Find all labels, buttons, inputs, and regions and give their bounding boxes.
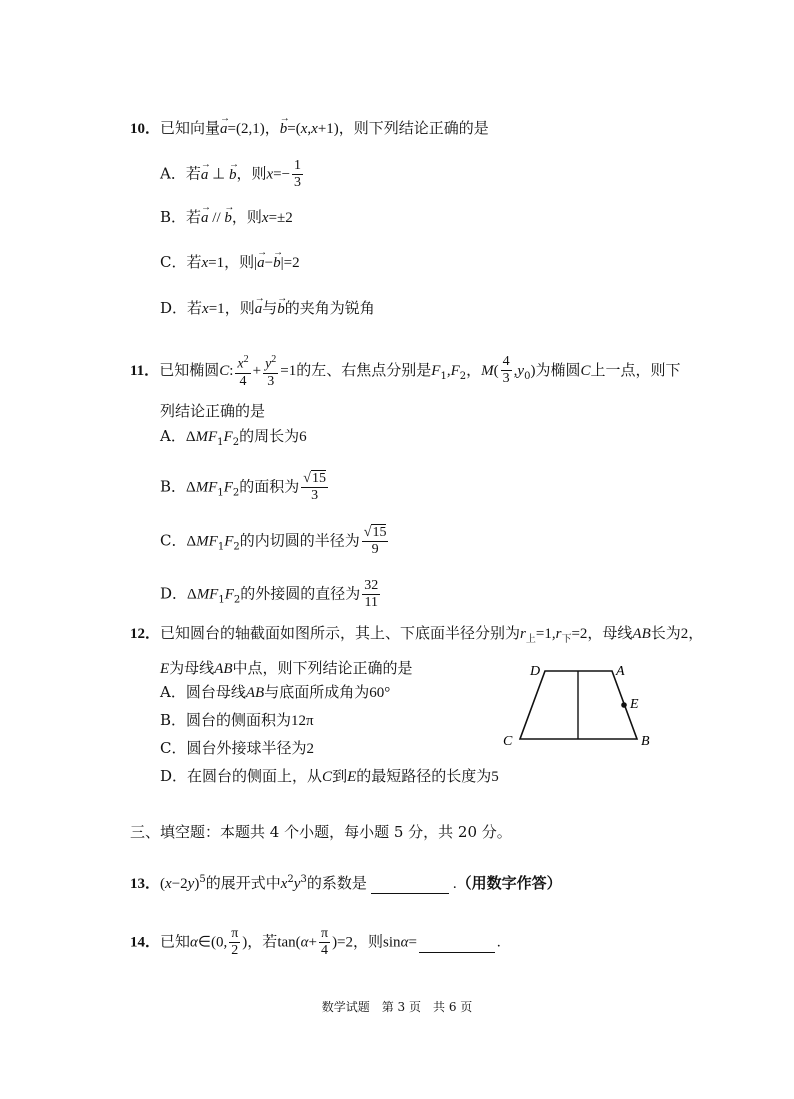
label-c: C [503,734,513,749]
q10-option-a: A．若→ a ⊥ → b，则x=− $\frac{1}{3}$ [160,158,305,191]
q12-option-b: B．圆台的侧面积为12π [160,711,314,729]
q10-stem: 10．已知向量→ a=(2,1)，→ b=(x,x+1)，则下列结论正确的是 [130,118,489,139]
q12-stem: 12．已知圆台的轴截面如图所示，其上、下底面半径分别为$r_上=1,r_下=2$，母线AB长为2， [130,624,704,645]
q13-answer-blank[interactable] [371,873,449,894]
q10-number: 10． [130,121,161,137]
q11-option-d: D．$\Delta MF_1F_2$的外接圆的直径为 $\frac{32}{11}$ [160,578,379,610]
frustum-figure [495,655,665,755]
q11-option-c: C．$\Delta MF_1F_2$的内切圆的半径为 $\frac{√15}{9}$ [160,525,387,557]
q10-option-b: B．若→ a // → b，则x=±2 [160,207,293,228]
point-e [621,702,627,708]
q12-option-d: D．在圆台的侧面上，从C到E的最短路径的长度为5 [160,767,499,785]
label-e: E [630,697,639,712]
q11-stem: 11．已知椭圆C: $\frac{x^2}{4}$ + $\frac{y^2}{3}$ =1的左、右焦点分别是$F_1,F_2$，M( $\frac{4}{3}$ $,y_0$)为椭圆C上一点，则下 [130,354,681,389]
q11-option-a: A．$\Delta MF_1F_2$的周长为6 [160,427,307,448]
q12-option-a: A．圆台母线AB与底面所成角为60° [160,683,391,701]
q10-option-c: C．若x=1，则|→ a−→ b|=2 [160,252,300,273]
q10-stem-b: ，则下列结论正确的是 [338,119,489,137]
q10-option-d: D．若x=1，则→ a与→ b的夹角为锐角 [160,298,375,319]
label-b: B [641,734,650,749]
label-a: A [616,664,625,679]
q12-option-c: C．圆台外接球半径为2 [160,739,314,757]
q11-stem-continued: 列结论正确的是 [160,402,266,420]
q14-answer-blank[interactable] [419,932,495,953]
q12-stem-continued: E为母线AB中点，则下列结论正确的是 [160,659,413,677]
label-d: D [530,664,541,679]
q14: 14．已知α∈(0, $\frac{\pi}{2}$ )，若tan(α+ $\frac{\pi}{4}$ )=2，则sinα= . [130,926,501,958]
q10-stem-a: 已知向量 [160,119,221,137]
section-3-heading: 三、填空题：本题共 4 个小题，每小题 5 分，共 20 分。 [130,823,512,841]
page-footer: 数学试题 第 3 页 共 6 页 [321,1000,473,1014]
q13: 13．$(x-2y)^5$的展开式中$x^2y^3$的系数是 .（用数字作答） [130,874,562,892]
q11-option-b: B．$\Delta MF_1F_2$的面积为 $\frac{√15}{3}$ [160,471,326,503]
